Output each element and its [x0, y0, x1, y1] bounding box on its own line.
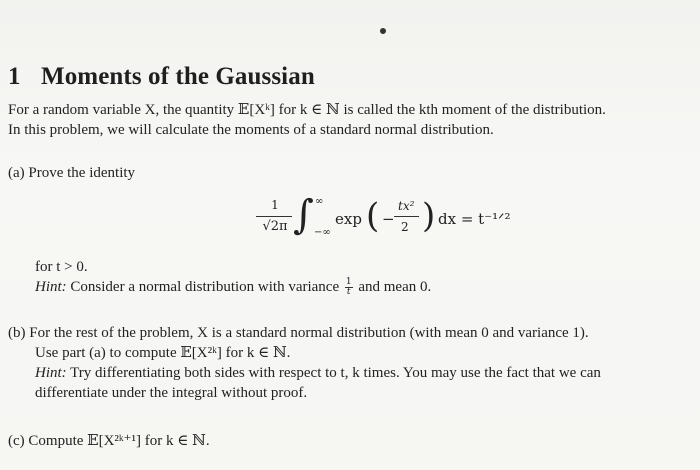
formula-fraction-denominator: √2π — [262, 219, 288, 234]
part-a-condition-and-hint — [35, 257, 655, 297]
exponential-function: exp — [335, 210, 362, 228]
integral-symbol: ∫ — [293, 192, 314, 238]
part-a-hint-after-fraction: and mean 0. — [358, 279, 432, 295]
part-a-hint — [35, 277, 655, 297]
formula-result: dx = t⁻¹ᐟ² — [438, 210, 511, 228]
part-c: (c) Compute 𝔼[X²ᵏ⁺¹] for k ∈ ℕ. — [8, 433, 210, 449]
negative-sign: − — [382, 210, 395, 228]
formula-fraction-numerator: 1 — [271, 198, 279, 212]
integral-lower-limit: −∞ — [314, 227, 331, 238]
part-b-line-1: (b) For the rest of the problem, X is a standard normal distribution (with mean 0 and variance 1). — [8, 325, 589, 341]
part-a-hint-label: Hint: — [35, 279, 67, 295]
part-a-condition: for t > 0. — [35, 259, 88, 275]
intro-line-2: In this problem, we will calculate the moments of a standard normal distribution. — [8, 122, 494, 138]
part-b-hint-line-1 — [8, 363, 692, 383]
problem-introduction — [8, 100, 692, 140]
exponent-denominator: 2 — [401, 220, 409, 234]
part-b — [8, 323, 692, 403]
part-b-hint-line-2: differentiate under the integral without proof. — [35, 385, 308, 401]
exponent-fraction-bar — [394, 216, 419, 217]
formula-fraction-bar — [256, 216, 292, 217]
section-title: Moments of the Gaussian — [41, 62, 315, 90]
section-heading — [8, 63, 315, 91]
part-b-hint-label: Hint: — [35, 365, 67, 381]
part-b-hint-text-1: Try differentiating both sides with respect to t, k times. You may use the fact that we can — [70, 365, 601, 381]
intro-line-1: For a random variable X, the quantity 𝔼[Xᵏ] for k ∈ ℕ is called the kth moment of the distribution. — [8, 102, 606, 118]
exponent-numerator: tx² — [398, 199, 415, 213]
integral-upper-limit: ∞ — [315, 196, 324, 207]
left-parenthesis: ( — [366, 196, 380, 236]
variance-fraction-numerator: 1 — [345, 277, 352, 288]
part-a-label: (a) Prove the identity — [8, 165, 136, 181]
variance-fraction — [345, 278, 353, 297]
part-b-line-2: Use part (a) to compute 𝔼[X²ᵏ] for k ∈ ℕ. — [35, 345, 291, 361]
gaussian-integral-formula — [250, 191, 510, 249]
variance-fraction-denominator: t — [346, 287, 351, 298]
part-a-hint-before-fraction: Consider a normal distribution with variance — [70, 279, 340, 295]
section-number: 1 — [8, 62, 21, 90]
right-parenthesis: ) — [422, 196, 436, 236]
ink-dot — [380, 28, 386, 34]
